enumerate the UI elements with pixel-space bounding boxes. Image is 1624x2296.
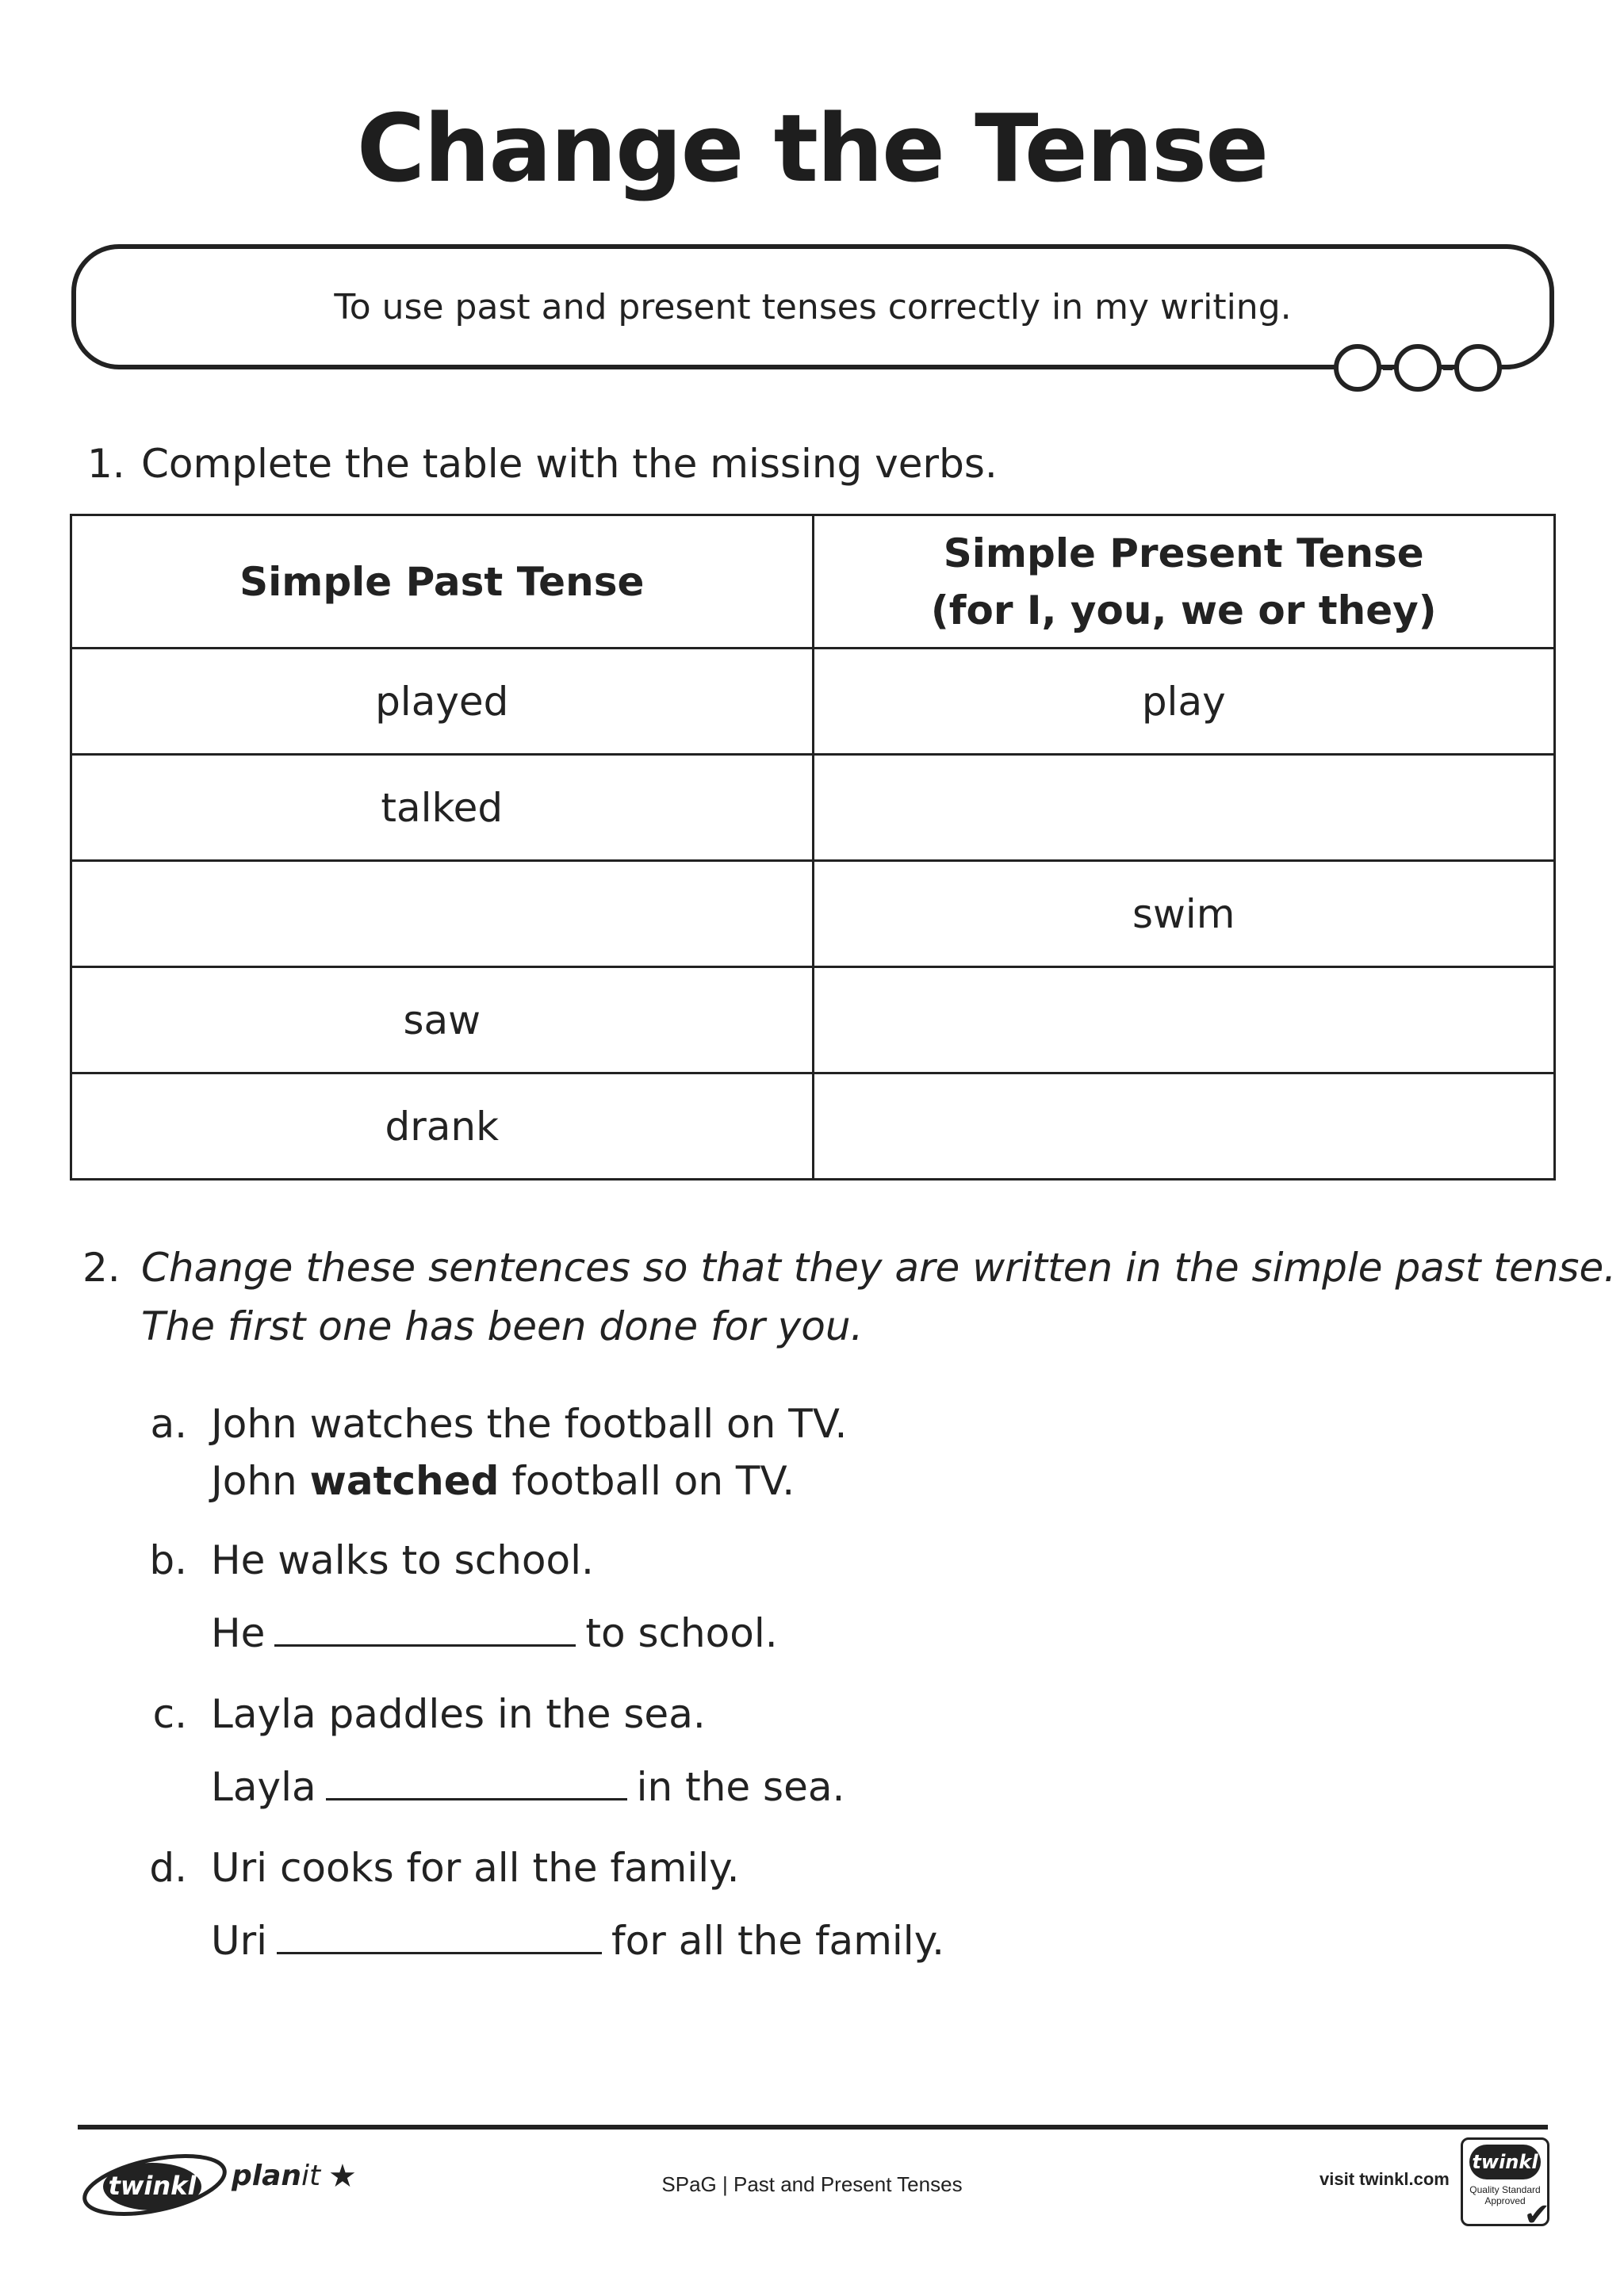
footer-website[interactable]: visit twinkl.com [1320,2169,1450,2189]
question-prompt: Complete the table with the missing verbs. [141,441,998,487]
footer-topic: SPaG | Past and Present Tenses [661,2172,963,2196]
answer-line: Layla in the sea. [211,1764,845,1810]
bead-link [1443,365,1453,370]
present-cell[interactable] [813,967,1555,1073]
item-letter: c. [152,1691,187,1737]
answer-line: John watched football on TV. [211,1458,795,1504]
past-cell: played [71,649,814,755]
bead-icon [1334,344,1381,392]
question-prompt-line2: The first one has been done for you. [141,1303,864,1349]
answer-blank[interactable] [326,1766,627,1800]
bead-link [1383,365,1392,370]
question-prompt-line1: Change these sentences so that they are written in the simple past tense. [141,1245,1617,1291]
question-number: 2. [82,1245,121,1291]
checkmark-icon: ✔ [1523,2197,1550,2233]
badge-text: Quality Standard Approved [1469,2184,1541,2206]
original-sentence: John watches the football on TV. [211,1401,848,1447]
original-sentence: Layla paddles in the sea. [211,1691,706,1737]
verb-table [70,514,1556,1181]
past-cell[interactable] [71,861,814,967]
present-cell[interactable] [813,1073,1555,1180]
bead-icon [1454,344,1502,392]
objective-checkbox-beads [1334,344,1503,392]
answer-blank[interactable] [277,1919,602,1954]
item-letter: d. [149,1845,187,1891]
footer-divider [78,2125,1548,2130]
original-sentence: He walks to school. [211,1537,594,1583]
table-row [71,861,1555,967]
table-row [71,649,1555,755]
past-cell: talked [71,755,814,861]
table-row [71,1073,1555,1180]
page-title: Change the Tense [356,94,1268,203]
bead-icon [1394,344,1442,392]
answer-bold: watched [309,1458,500,1504]
learning-objective-box [71,244,1554,369]
original-sentence: Uri cooks for all the family. [211,1845,740,1891]
learning-objective-text: To use past and present tenses correctly in my writing. [334,286,1292,327]
badge-logo: twinkl [1469,2145,1541,2179]
present-cell[interactable] [813,755,1555,861]
quality-badge [1461,2137,1550,2233]
item-letter: a. [150,1401,187,1447]
item-letter: b. [149,1537,187,1583]
header-present: Simple Present Tense (for I, you, we or they) [813,515,1555,649]
answer-line: He to school. [211,1610,778,1656]
star-icon: ★ [328,2158,357,2195]
header-past: Simple Past Tense [71,515,814,649]
table-row [71,755,1555,861]
table-row [71,967,1555,1073]
past-cell: drank [71,1073,814,1180]
table-header-row [71,515,1555,649]
present-cell: swim [813,861,1555,967]
question-number: 1. [87,441,125,487]
logo-text: twinkl [108,2171,197,2201]
answer-blank[interactable] [274,1612,576,1647]
past-cell: saw [71,967,814,1073]
answer-line: Uri for all the family. [211,1918,945,1964]
present-cell: play [813,649,1555,755]
planit-brand: planit [232,2160,321,2192]
